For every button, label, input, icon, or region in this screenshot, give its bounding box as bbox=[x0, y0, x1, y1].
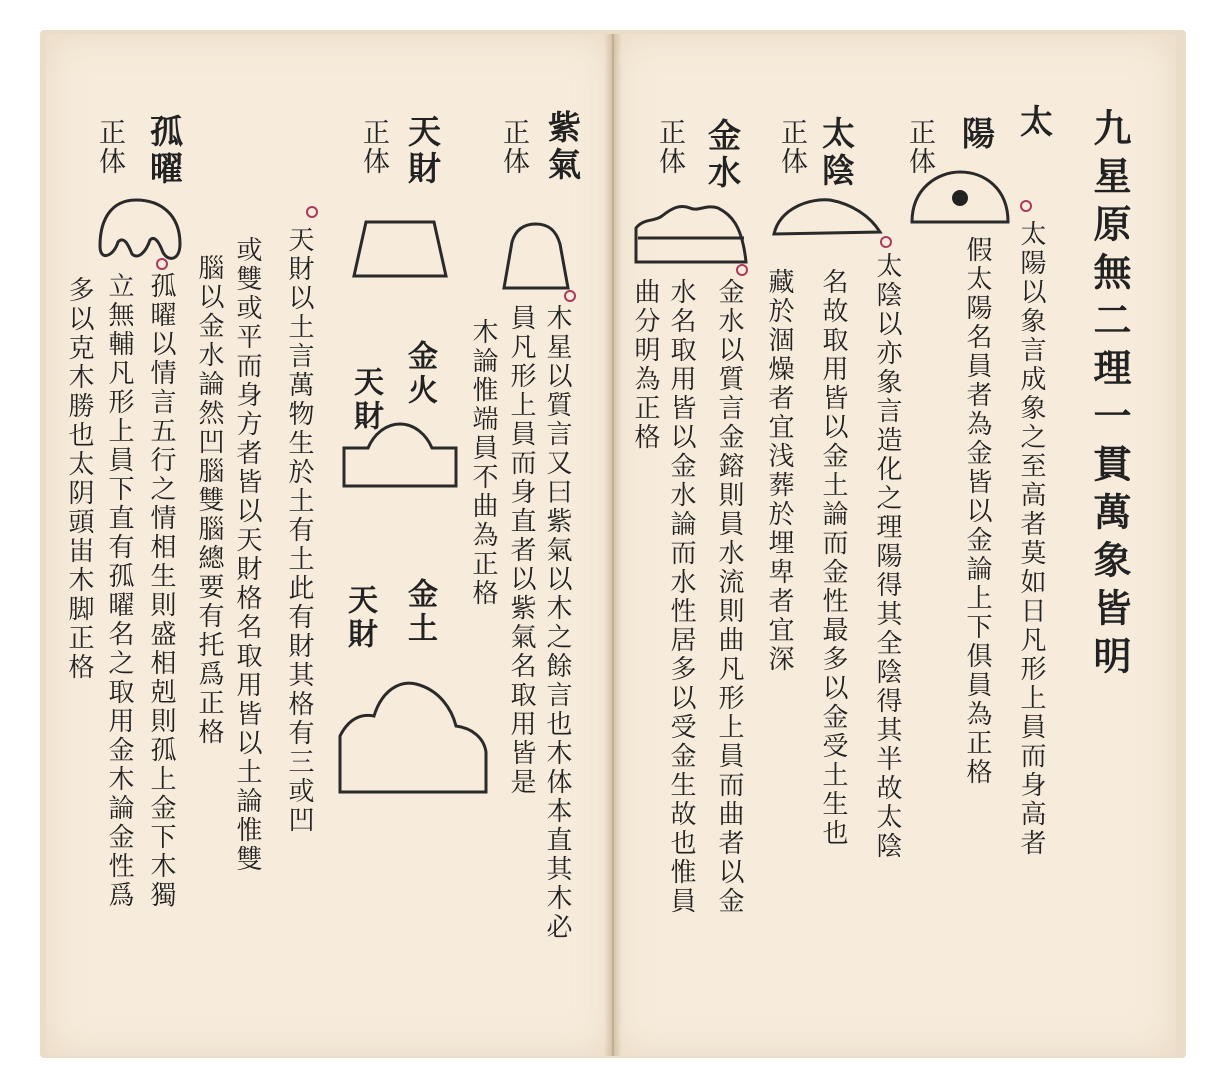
book-gutter bbox=[604, 34, 622, 1056]
red-circle-mark bbox=[564, 290, 576, 302]
ziqi-shape bbox=[498, 220, 572, 292]
label-guyao-zhengti: 正体 bbox=[94, 118, 125, 176]
taiyin-text-1: 太陰以亦象言造化之理陽得其全陰得其半故太陰 bbox=[872, 252, 902, 861]
tiancai-jintu-shape bbox=[336, 676, 490, 796]
red-circle-mark bbox=[306, 206, 318, 218]
tiancai-square-shape bbox=[350, 216, 450, 282]
label-taiyin-zhengti: 正体 bbox=[776, 118, 807, 176]
taiyin-shape bbox=[770, 194, 884, 240]
guyao-text-2: 立無輔凡形上員下直有孤曜名之取用金木論金性爲 bbox=[104, 272, 134, 910]
tiancai-text-3: 腦以金水論然凹腦雙腦總要有托爲正格 bbox=[194, 254, 224, 747]
label-jinshui-zhengti: 正体 bbox=[654, 118, 685, 176]
red-circle-mark bbox=[736, 264, 748, 276]
label-taiyang-b: 陽 bbox=[957, 116, 996, 153]
taiyang-text-1: 太陽以象言成象之至高者莫如日凡形上員而身高者 bbox=[1016, 220, 1046, 858]
taiyin-text-2: 名故取用皆以金土論而金性最多以金受土生也 bbox=[818, 268, 848, 848]
red-circle-mark bbox=[1020, 200, 1032, 212]
ziqi-text-1: 木星以質言又曰紫氣以木之餘言也木体本直其木必 bbox=[542, 304, 572, 942]
ziqi-text-3: 木論惟端員不曲為正格 bbox=[468, 318, 498, 608]
tiancai-text-2: 或雙或平而身方者皆以天財格名取用皆以土論惟雙 bbox=[232, 236, 262, 874]
ziqi-text-2: 員凡形上員而身直者以紫氣名取用皆是 bbox=[506, 304, 536, 797]
label-guyao: 孤曜 bbox=[145, 114, 184, 188]
label-ziqi-zhengti: 正体 bbox=[498, 118, 529, 176]
guyao-shape bbox=[96, 196, 184, 268]
jinshui-shape bbox=[632, 198, 750, 268]
label-jinhuo: 金火 bbox=[402, 340, 437, 408]
taiyang-shape bbox=[908, 168, 1012, 228]
tiancai-text-1: 天財以土言萬物生於土有土此有財其格有三或凹 bbox=[284, 226, 314, 835]
label-taiyin: 太陰 bbox=[817, 116, 856, 190]
label-tiancai-zhengti: 正体 bbox=[358, 118, 389, 176]
guyao-text-1: 孤曜以情言五行之情相生則盛相剋則孤上金下木獨 bbox=[146, 272, 176, 910]
red-circle-mark bbox=[880, 236, 892, 248]
taiyin-text-3: 藏於涸燥者宜浅葬於埋卑者宜深 bbox=[764, 268, 794, 674]
jinshui-text-1: 金水以質言金鎔則員水流則曲凡形上員而曲者以金 bbox=[714, 278, 744, 916]
tiancai-jinhuo-shape bbox=[340, 418, 460, 490]
page-title: 九星原無二理一貫萬象皆明 bbox=[1087, 108, 1132, 684]
jinshui-text-2: 水名取用皆以金水論而水性居多以受金生故也惟員 bbox=[666, 278, 696, 916]
label-ziqi: 紫氣 bbox=[543, 110, 582, 184]
label-jinshui: 金水 bbox=[703, 118, 742, 192]
guyao-text-3: 多以克木勝也太阴頭峀木脚正格 bbox=[64, 276, 94, 682]
jinshui-text-3: 曲分明為正格 bbox=[630, 278, 660, 452]
label-taiyang-a: 太 bbox=[1015, 104, 1054, 141]
taiyang-text-2: 假太陽名員者為金皆以金論上下俱員為正格 bbox=[962, 236, 992, 787]
label-tiancai-2: 天財 bbox=[348, 366, 383, 434]
label-taiyang-zhengti: 正体 bbox=[904, 118, 935, 176]
red-circle-mark bbox=[156, 258, 168, 270]
label-tiancai: 天財 bbox=[403, 114, 442, 188]
label-tiancai-3: 天財 bbox=[342, 584, 377, 652]
label-jintu: 金土 bbox=[402, 578, 437, 646]
